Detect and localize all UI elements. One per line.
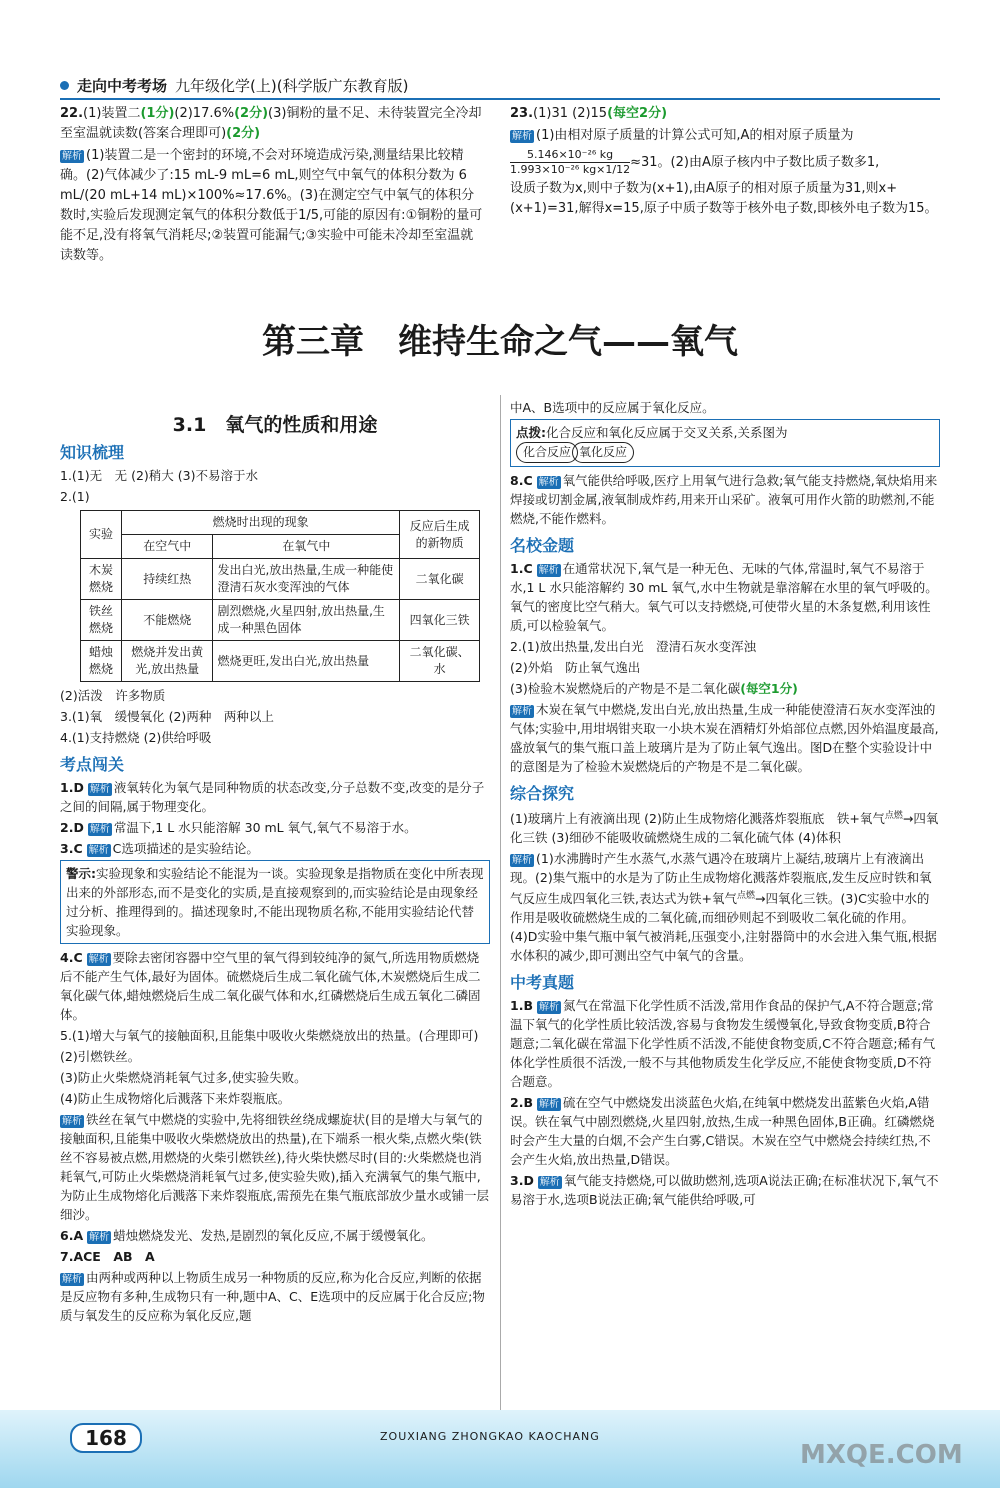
p5b: (2)引燃铁丝。 xyxy=(60,1049,141,1064)
p3-explanation: C选项描述的是实验结论。 xyxy=(112,841,259,856)
e2-explanation: 硫在空气中燃烧发出淡蓝色火焰,在纯氧中燃烧发出蓝紫色火焰,A错误。铁在氧气中剧烈燃烧,火星四射,放热,生成一种黑色固体,B正确。红磷燃烧时会产生大量的白烟,不会产生白雾,C错误。木炭在空气中燃烧会持续红热,不会产生火焰,放出热量,D错误。 xyxy=(510,1095,935,1168)
cell: 铁丝燃烧 xyxy=(81,600,122,641)
q22-score-1: (1分) xyxy=(140,106,175,121)
q23-score: (每空2分) xyxy=(607,106,668,121)
g2-score: (每空1分) xyxy=(740,681,798,696)
analysis-tag: 解析 xyxy=(88,954,109,965)
e1-explanation: 氮气在常温下化学性质不活泼,常用作食品的保护气,A不符合题意;常温下氧气的化学性质比较活泼,容易与食物发生缓慢氧化,导致食物变质,B符合题意;二氧化碳在常温下化学性质不活泼,不能使食物变质,C不符合题意;稀有气体化学性质很不活泼,一般不与其他物质发生化学反应,不能使食物变质,D不符合题意。 xyxy=(510,998,936,1090)
analysis-tag: 解析 xyxy=(538,1099,559,1111)
tip-label: 点拨: xyxy=(516,425,546,440)
header-brand: 走向中考考场 xyxy=(77,76,168,95)
heading-knowledge: 知识梳理 xyxy=(60,443,125,462)
p7: 7.ACE AB A xyxy=(60,1249,155,1264)
right-column: 中A、B选项中的反应属于氧化反应。 点拨:化合反应和氧化反应属于交叉关系,关系图为 化合反应 氧化反应 8.C 解析 氧气能供给呼吸,医疗上用氧气进行急救;氧气能支持燃烧,氧炔焰用来焊接或切割金属,液氧制成炸药,用来开山采矿。液氧可用作火箭的助燃剂,不能燃烧,不能作燃料。 名校金题 1.C 解析 在通常状况下,氧气是一种无色、无味的气体,常温时,氧气不易溶于水,1 L 水只能溶解约 30 mL 氧气,水中生物就是靠溶解在水里的氧气呼吸的。氧气的密度比空气稍大。氧气可以支持燃烧,可使带火星的木条复燃,利用该性质,可以检验氧气。 2.(1)放出热量,发出白光 澄清石灰水变浑浊 (2)外焰 防止氧气逸出 (3)检验木炭燃烧后的产物是不是二氧化碳(每空1分) 解析 木炭在氧气中燃烧,发出白光,放出热量,生成一种能使澄清石灰水变浑浊的气体;实验中,用坩埚钳夹取一小块木炭在酒精灯外焰部位点燃,因外焰温度最高,盛放氧气的集气瓶口盖上玻璃片是为了防止氧气逸出。图D在整个实验设计中的意图是为了检验木炭燃烧后的产物是不是二氧化碳。 综合探究 (1)玻璃片上有液滴出现 (2)防止生成物熔化溅落炸裂瓶底 铁+氧气$^{点燃}$→四氧化三铁 (3)细砂不能吸收硫燃烧生成的二氧化硫气体 (4)体积 解析 (1)水沸腾时产生水蒸气,水蒸气遇冷在玻璃片上凝结,玻璃片上有液滴出现。(2)集气瓶中的水是为了防止生成物熔化溅落炸裂瓶底,发生反应时铁和氧气反应生成四氧化三铁,表达式为铁+氧气$^{点燃}$→四氧化三铁。(3)C实验中水的作用是吸收硫燃烧生成的二氧化硫,而细砂则起不到吸收二氧化硫的作用。(4)D实验中集气瓶中氧气被消耗,压强变小,注射器筒中的水会进入集气瓶,根据水体积的减少,即可测出空气中氧气的含量。 中考真题 1.B 解析 氮气在常温下化学性质不活泼,常用作食品的保护气,A不符合题意;常温下氧气的化学性质比较活泼,容易与食物发生缓慢氧化,导致食物变质,B符合题意;二氧化碳在常温下化学性质不活泼,不能使食物变质,C不符合题意;稀有气体化学性质很不活泼,一般不与其他物质发生化学反应,不能使食物变质,D不符合题意。 2.B 解析 硫在空气中燃烧发出淡蓝色火焰,在纯氧中燃烧发出蓝紫色火焰,A错误。铁在氧气中剧烈燃烧,火星四射,放热,生成一种黑色固体,B正确。红磷燃烧时会产生大量的白烟,不会产生白雾,C错误。木炭在空气中燃烧会持续红热,不会产生火焰,放出热量,D错误。 3.D 解析 氧气能支持燃烧,可以做助燃剂,选项A说法正确;在标准状况下,氧气不易溶于水,选项B说法正确;氧气能供给呼吸,可 xyxy=(510,400,939,1208)
p4-explanation: 要除去密闭容器中空气里的氧气得到较纯净的氮气,所选用物质燃烧后不能产生气体,最好为固体。硫燃烧后生成二氧化硫气体,木炭燃烧后生成二氧化碳气体,蜡烛燃烧后生成二氧化碳气体和水,红磷燃烧后生成五氧化二磷固体。 xyxy=(60,950,481,1022)
k4: 4.(1)支持燃烧 (2)供给呼吸 xyxy=(60,730,212,745)
page-header xyxy=(60,72,940,100)
g2b: (2)外焰 防止氧气逸出 xyxy=(510,660,641,675)
p5d: (4)防止生成物熔化后溅落下来炸裂瓶底。 xyxy=(60,1091,291,1106)
section-title: 3.1 氧气的性质和用途 xyxy=(172,414,378,436)
q23-answer: (1)31 (2)15 xyxy=(533,106,608,121)
p3-number: 3.C xyxy=(60,841,83,856)
k3: 3.(1)氧 缓慢氧化 (2)两种 两种以上 xyxy=(60,709,274,724)
cell: 四氧化三铁 xyxy=(400,600,480,641)
k2: 2.(1) xyxy=(60,489,90,504)
header-subtitle: 九年级化学(上)(科学版广东教育版) xyxy=(175,76,409,95)
p1-explanation: 液氧转化为氧气是同种物质的状态改变,分子总数不变,改变的是分子之间的间隔,属于物理变化。 xyxy=(60,780,485,814)
p1-number: 1.D xyxy=(60,780,84,795)
warning-text: 实验现象和实验结论不能混为一谈。实验现象是指物质在变化中所表现出来的外部形态,而不是变化的实质,是直接观察到的,而实验结论是由现象经过分析、推理得到的。描述现象时,不能出现物质名称,不能用实验结论代替实验现象。 xyxy=(66,866,484,938)
analysis-tag: 解析 xyxy=(62,1274,82,1285)
q22-answer-2: (2)17.6% xyxy=(174,106,235,121)
k2b: (2)活泼 许多物质 xyxy=(60,688,166,703)
analysis-tag: 解析 xyxy=(538,477,559,488)
venn-oxidation: 氧化反应 xyxy=(572,442,634,463)
p4-number: 4.C xyxy=(60,950,83,965)
s1-condition-2: 点燃 xyxy=(736,891,755,902)
p5-explanation: 铁丝在氧气中燃烧的实验中,先将细铁丝绕成螺旋状(目的是增大与氧气的接触面积,且能集中吸收火柴燃烧放出的热量),在下端系一根火柴,点燃火柴(铁丝不容易被点燃,用燃烧的火柴引燃铁丝),待火柴快燃尽时(目的:火柴燃烧也消耗氧气,可防止火柴燃烧消耗氧气过多,使实验失败),插入充满氧气的集气瓶中,为防止生成物熔化后溅落下来炸裂瓶底,需预先在集气瓶底部放少量水或铺一层细沙。 xyxy=(60,1112,489,1222)
p6-number: 6.A xyxy=(60,1228,84,1243)
table-row xyxy=(81,559,480,600)
g2c: (3)检验木炭燃烧后的产物是不是二氧化碳 xyxy=(510,681,741,696)
chapter-title: 第三章 维持生命之气——氧气 xyxy=(262,322,738,362)
analysis-tag: 解析 xyxy=(512,131,532,142)
q8-explanation: 氧气能供给呼吸,医疗上用氧气进行急救;氧气能支持燃烧,氧炔焰用来焊接或切割金属,液氧制成炸药,用来开山采矿。液氧可用作火箭的助燃剂,不能燃烧,不能作燃料。 xyxy=(510,473,938,526)
q22-score-2: (2分) xyxy=(234,106,269,121)
cell: 燃烧并发出黄光,放出热量 xyxy=(122,641,213,682)
mass-fraction xyxy=(510,148,630,177)
warning-label: 警示: xyxy=(66,866,96,881)
q22-block xyxy=(60,104,485,268)
cell: 持续红热 xyxy=(122,559,213,600)
analysis-tag: 解析 xyxy=(89,784,110,795)
column-divider xyxy=(500,395,501,1435)
p6-explanation: 蜡烛燃烧发光、发热,是剧烈的氧化反应,不属于缓慢氧化。 xyxy=(113,1228,434,1243)
p5c: (3)防止火柴燃烧消耗氧气过多,使实验失败。 xyxy=(60,1070,307,1085)
e2-number: 2.B xyxy=(510,1095,533,1111)
th-phenomena: 燃烧时出现的现象 xyxy=(122,511,400,535)
q8-number: 8.C xyxy=(510,473,533,488)
q22-explanation: (1)装置二是一个密封的环境,不会对环境造成污染,测量结果比较精确。(2)气体减少了:15 mL-9 mL=6 mL,则空气中氧气的体积分数为 6 mL/(20 mL+14 mL)×100%≈17.6%。(3)在测定空气中氧气的体积分数时,实验后发现测定氧气的体积分数低于1/5,可能的原因有:①铜粉的量可能不足,没有将氧气消耗尽;②装置可能漏气;③实验中可能未冷却至室温就读数等。 xyxy=(60,148,483,263)
e1-number: 1.B xyxy=(510,998,533,1014)
g1-explanation: 在通常状况下,氧气是一种无色、无味的气体,常温时,氧气不易溶于水,1 L 水只能溶解约 30 mL 氧气,水中生物就是靠溶解在水里的氧气呼吸的。氧气的密度比空气稍大。氧气可以支持燃烧,可使带火星的木条复燃,利用该性质,可以检验氧气。 xyxy=(510,561,938,633)
fraction-denominator: 1.993×10⁻²⁶ kg×1/12 xyxy=(510,163,631,176)
q23-block xyxy=(510,104,940,221)
s1-explanation-2: 四氧化三铁。(3)C实验中水的作用是吸收硫燃烧生成的二氧化硫,而细砂则起不到吸收二氧化硫的作用。(4)D实验中集气瓶中氧气被消耗,压强变小,注射器筒中的水会进入集气瓶,根据水体积的减少,即可测出空气中氧气的含量。 xyxy=(510,891,937,964)
th-experiment: 实验 xyxy=(81,511,122,559)
table-row xyxy=(81,641,480,682)
cell: 蜡烛燃烧 xyxy=(81,641,122,682)
analysis-tag: 解析 xyxy=(512,855,532,867)
th-in-air: 在空气中 xyxy=(122,535,213,559)
cell: 二氧化碳、水 xyxy=(400,641,480,682)
g2-explanation: 木炭在氧气中燃烧,发出白光,放出热量,生成一种能使澄清石灰水变浑浊的气体;实验中,用坩埚钳夹取一小块木炭在酒精灯外焰部位点燃,因外焰温度最高,盛放氧气的集气瓶口盖上玻璃片是为了防止氧气逸出。图D在整个实验设计中的意图是为了检验木炭燃烧后的产物是不是二氧化碳。 xyxy=(510,702,939,774)
page-number: 168 xyxy=(70,1423,142,1453)
combustion-table xyxy=(80,510,480,682)
heading-gold: 名校金题 xyxy=(510,536,575,555)
s1-condition: 点燃 xyxy=(884,811,903,821)
q23-explanation-3: 设质子数为x,则中子数为(x+1),由A原子的相对原子质量为31,则x+(x+1)=31,解得x=15,原子中质子数等于核外电子数,即核外电子数为15。 xyxy=(510,181,938,216)
fraction-numerator: 5.146×10⁻²⁶ kg xyxy=(510,148,630,163)
p2-explanation: 常温下,1 L 水只能溶解 30 mL 氧气,氧气不易溶于水。 xyxy=(113,820,417,835)
cell: 发出白光,放出热量,生成一种能使澄清石灰水变浑浊的气体 xyxy=(213,559,400,600)
th-product: 反应后生成的新物质 xyxy=(400,511,480,559)
cell: 燃烧更旺,发出白光,放出热量 xyxy=(213,641,400,682)
venn-combination: 化合反应 xyxy=(516,442,578,463)
analysis-tag: 解析 xyxy=(89,1232,110,1243)
watermark: MXQE.COM xyxy=(800,1440,963,1470)
e3-number: 3.D xyxy=(510,1173,534,1189)
p5a: 5.(1)增大与氧气的接触面积,且能集中吸收火柴燃烧放出的热量。(合理即可) xyxy=(60,1028,479,1043)
analysis-tag: 解析 xyxy=(62,151,82,162)
analysis-tag: 解析 xyxy=(538,1002,559,1014)
analysis-tag: 解析 xyxy=(539,1177,560,1189)
p2-number: 2.D xyxy=(60,820,84,835)
analysis-tag: 解析 xyxy=(88,845,109,856)
warning-box xyxy=(60,860,490,944)
heading-pass: 考点闯关 xyxy=(60,755,125,774)
q23-explanation-1: (1)由相对原子质量的计算公式可知,A的相对原子质量为 xyxy=(536,128,854,143)
cell: 不能燃烧 xyxy=(122,600,213,641)
s1-part-2: 四氧化三铁 (3)细砂不能吸收硫燃烧生成的二氧化硫气体 (4)体积 xyxy=(510,811,939,846)
p7-explanation: 由两种或两种以上物质生成另一种物质的反应,称为化合反应,判断的依据是反应物有多种,生成物只有一种,题中A、C、E选项中的反应属于化合反应;物质与氧发生的反应称为氧化反应,题 xyxy=(60,1270,485,1323)
bullet-icon xyxy=(60,81,69,90)
tip-box xyxy=(510,419,940,467)
s1-explanation-1: (1)水沸腾时产生水蒸气,水蒸气遇冷在玻璃片上凝结,玻璃片上有液滴出现。(2)集气瓶中的水是为了防止生成物熔化溅落炸裂瓶底,发生反应时铁和氧气反应生成四氧化三铁,表达式为铁+氧气 xyxy=(510,851,932,907)
analysis-tag: 解析 xyxy=(512,706,532,717)
heading-exam: 中考真题 xyxy=(510,973,575,993)
analysis-tag: 解析 xyxy=(89,824,110,835)
k1: 1.(1)无 无 (2)稍大 (3)不易溶于水 xyxy=(60,468,258,483)
th-in-oxygen: 在氧气中 xyxy=(213,535,400,559)
q22-answer-1: (1)装置二 xyxy=(83,106,141,121)
q23-explanation-2: ≈31。(2)由A原子核内中子数比质子数多1, xyxy=(630,155,880,170)
q22-number: 22. xyxy=(60,106,84,121)
cell: 木炭燃烧 xyxy=(81,559,122,600)
q22-answer-3: (3)铜粉的量不足、未待装置完全冷却至室温就读数(答案合理即可) xyxy=(60,106,482,141)
s1-part-1: (1)玻璃片上有液滴出现 (2)防止生成物熔化溅落炸裂瓶底 铁+氧气 xyxy=(510,811,885,827)
footer-pinyin: ZOUXIANG ZHONGKAO KAOCHANG xyxy=(380,1430,600,1443)
analysis-tag: 解析 xyxy=(62,1116,82,1127)
left-column xyxy=(60,410,490,1327)
e3-explanation: 氧气能支持燃烧,可以做助燃剂,选项A说法正确;在标准状况下,氧气不易溶于水,选项B说法正确;氧气能供给呼吸,可 xyxy=(510,1173,939,1208)
tip-text: 化合反应和氧化反应属于交叉关系,关系图为 xyxy=(546,425,788,440)
g2a: 2.(1)放出热量,发出白光 澄清石灰水变浑浊 xyxy=(510,639,757,654)
cell: 二氧化碳 xyxy=(400,559,480,600)
g1-number: 1.C xyxy=(510,561,533,576)
q23-number: 23. xyxy=(510,106,534,121)
table-row xyxy=(81,600,480,641)
cell: 剧烈燃烧,火星四射,放出热量,生成一种黑色固体 xyxy=(213,600,400,641)
heading-comprehensive: 综合探究 xyxy=(510,784,575,803)
analysis-tag: 解析 xyxy=(538,565,559,576)
c1: 中A、B选项中的反应属于氧化反应。 xyxy=(510,400,715,415)
q22-score-3: (2分) xyxy=(226,126,261,141)
